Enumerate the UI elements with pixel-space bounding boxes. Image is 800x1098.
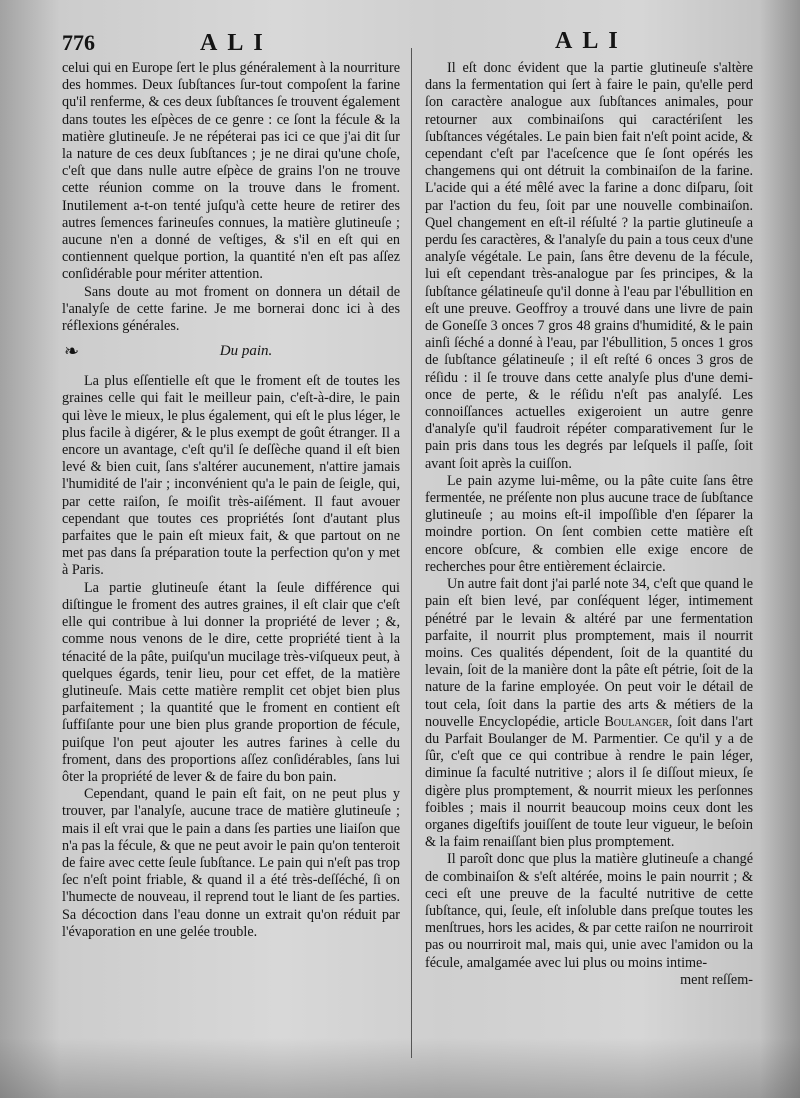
paragraph	[425, 576, 753, 851]
paragraph: La partie glutineuſe étant la ſeule différence qui diſtingue le froment des autres graines, il eſt clair que c'eſt elle qui contribue à lui donner la propriété de lever ; &, comme nous venons de le dire, cette propriété tient à la ténacité de la pâte, puiſqu'un mucilage très-viſqueux peut, à quelques égards, tenir lieu, pour cet effet, de la matière glutineuſe. Mais cette matière remplit cet objet bien plus parfaitement ; la quantité que le froment en contient eſt ſuffiſante pour une bien plus grande proportion de fécule, puiſque l'on peut ajouter les autres farines à celle du froment, dans des proportions aſſez conſidérables, ſans lui ôter la propriété de lever & de faire du bon pain.	[62, 579, 400, 785]
paragraph-text: Un autre fait dont j'ai parlé note 34, c'eſt que quand le pain eſt bien levé, par conſéquent léger, intimement pénétré par le levain & altéré par une fermentation parfaite, il nourrit plus promptement, mais il nourrit moins. Ces qualités dépendent, ſoit de la quantité du levain, ſoit de la manière dont la pâte eſt pétrie, ſoit de la nature de la farine employée. On peut voir le détail de tout cela, ſoit dans la partie des arts & métiers de la nouvelle Encyclopédie, article	[425, 576, 753, 730]
section-title: Du pain.	[219, 343, 273, 360]
paragraph-text: Il paroît donc que plus la matière glutineuſe a changé de combinaiſon & s'eſt altérée, moins le pain nourrit ; & ceci eſt une preuve de la faculté nutritive de cette ſubſtance, qui, ſeule, eſt inſoluble dans preſque toutes les menſtrues, hors les acides, & par cette raiſon ne nourriroit pas ou nourriroit mal, mais qui, unie avec l'amidon ou la fécule, amalgamée avec lui plus ou moins intime-	[425, 851, 753, 971]
paragraph: Cependant, quand le pain eſt fait, on ne peut plus y trouver, par l'analyſe, aucune trace de matière glutineuſe ; mais il eſt vrai que le pain a dans ſes parties une liaiſon que n'a pas la fécule, & que ne peut avoir le pain qu'on tenteroit de faire avec cette ſeule ſubſtance. Le pain qui n'eſt pas trop ſec n'eſt point friable, & quand il a été très-deſſéché, ſi on l'humecte de nouveau, il reprend tout le liant de ſes parties. Sa décoction dans l'eau donne un extrait qu'on réduit par l'évaporation en une gelée trouble.	[62, 786, 400, 940]
paragraph: Il eſt donc évident que la partie glutineuſe s'altère dans la fermentation qui ſert à faire le pain, qu'elle perd ſon caractère analogue aux ſubſtances animales, pour retourner aux combinaiſons qui caractériſent les ſubſtances végétales. Le pain bien fait n'eſt point acide, & cependant c'eſt par l'aceſcence que ſe ſont opérés les changemens qui ont détruit la combinaiſon de la farine. L'acide qui a été mêlé avec la farine a donc diſparu, ſoit par l'action du feu, ſoit par une nouvelle combinaiſon. Quel changement en eſt-il réſulté ? la partie glutineuſe a perdu ſes caractères, & l'analyſe du pain a tous ceux d'une analyſe végétale. Le pain, ſans être devenu de la fécule, lui eſt cependant très-analogue par ſes principes, & la ſubſtance gélatineuſe qu'il donne à l'eau par l'ébullition en eſt une preuve. Geoffroy a trouvé dans une livre de pain de Goneſſe 3 onces 7 gros 48 grains d'humidité, & le pain ainſi ſéché a donné à l'eau, par l'ébullition, 5 onces 1 gros de ſubſtance gélatineuſe ; il eſt reſté 6 onces 3 gros de réſidu : il ſe trouve dans cette analyſe plus d'une demi-once de perte, & le réſidu n'eſt pas analyſé. Les connoiſſances actuelles exigeroient un autre genre d'analyſe qu'il faudroit répéter comparativement ſur le pain pris dans tous les degrés par leſquels il paſſe, ſoit avant ſoit après la cuiſſon.	[425, 60, 753, 472]
paragraph: Le pain azyme lui-même, ou la pâte cuite ſans être fermentée, ne préſente non plus aucune trace de ſubſtance glutineuſe ; au moins eſt-il impoſſible d'en ſéparer la moindre portion. On ſent combien cette matière eſt encore obſcure, & combien elle exige encore de recherches pour être entièrement éclaircie.	[425, 472, 753, 575]
page-number: 776	[62, 30, 95, 55]
running-head-left: ALI	[200, 30, 273, 56]
left-column	[62, 60, 400, 941]
paragraph	[425, 851, 753, 988]
page-shadow-left	[0, 0, 60, 1098]
section-heading	[62, 343, 400, 365]
fleuron-ornament-icon: ❧	[64, 341, 80, 362]
paragraph: La plus eſſentielle eſt que le froment eſt de toutes les graines celle qui fait le meilleur pain, c'eſt-à-dire, le pain qui lève le mieux, le plus également, qui eſt le plus léger, le plus facile à digérer, & le plus exempt de goût étranger. Il a encore un avantage, c'eſt qu'il ſe deſſèche quand il eſt bien levé & bien cuit, ſans s'altérer aucunement, n'attire jamais l'humidité de l'air ; inconvénient qu'a le pain de ſeigle, qui, par cette raiſon, ſe moiſit très-aiſément. Il faut avouer cependant que toutes ces propriétés ſont d'autant plus parfaites que le pain eſt mieux fait, & que partout on ne met pas dans ſa préparation toute la perfection qu'on y met à Paris.	[62, 373, 400, 579]
page-shadow-right	[760, 0, 800, 1098]
article-reference: Boulanger	[604, 713, 669, 730]
running-head-right: ALI	[555, 28, 628, 54]
paragraph: celui qui en Europe ſert le plus généralement à la nourriture des hommes. Deux ſubſtances ſur-tout compoſent la farine qu'il renferme, & ces deux ſubſtances ſe trouvent également dans toutes les eſpèces de ce genre : ce ſont la fécule & la matière glutineuſe. Je ne répéterai pas ici ce que j'ai dit ſur la nature de ces deux ſubſtances ; je ne dirai qu'une choſe, c'eſt que dans nulle autre eſpèce de grains l'on ne trouve cette réunion comme on la trouve dans le froment. Inutilement a-t-on tenté juſqu'à cette heure de retirer des autres ſemences farineuſes connues, la matière glutineuſe ; aucune n'en a donné de veſtiges, & s'il en eſt qui en contiennent quelque portion, la quantité n'en eſt pas aſſez conſidérable pour mériter attention.	[62, 60, 400, 283]
column-divider	[411, 48, 412, 1058]
paragraph: Sans doute au mot froment on donnera un détail de l'analyſe de cette farine. Je me bornerai donc ici à des réflexions générales.	[62, 283, 400, 335]
paragraph-text: , ſoit dans l'art du Parfait Boulanger de M. Parmentier. Ce qu'il y a de ſûr, c'eſt que ce qui contribue à rendre le pain léger, diminue ſa faculté nutritive ; alors il ſe diſſout mieux, ſe digère plus promptement, & nourrit mieux les perſonnes foibles ; mais il nourrit beaucoup moins ceux dont les organes digeſtifs jouiſſent de toute leur vigueur, le beſoin & la faim renaiſſant bien plus promptement.	[425, 713, 753, 851]
page-shadow-bottom	[0, 1038, 800, 1098]
catchword: ment reſſem-	[680, 971, 753, 988]
right-column	[425, 60, 753, 989]
